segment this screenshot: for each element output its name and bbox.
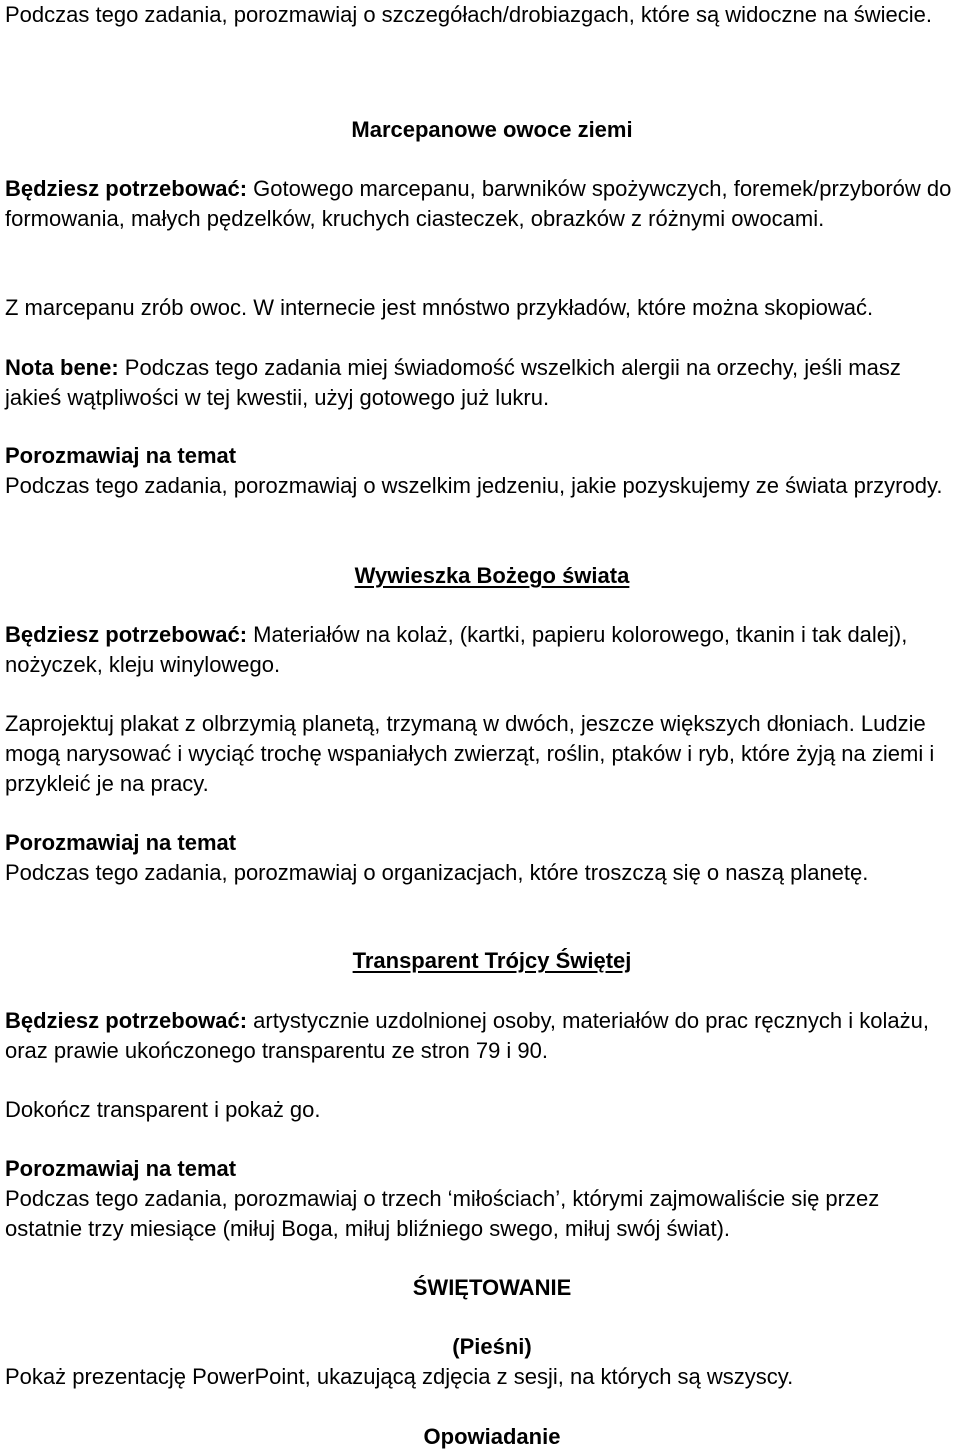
needs-text: artystycznie uzdolnionej osoby, materiałów do prac ręcznych i kolażu, oraz prawie ukończonego transparentu ze stron 79 i 90. [5,1008,929,1063]
story-title: Opowiadanie [423,1424,561,1449]
section-title-poster: Wywieszka Bożego świata [354,563,630,588]
discuss-label-banner: Porozmawiaj na temat [5,1156,237,1181]
needs-paragraph-poster [5,620,960,680]
nota-bene-paragraph [5,353,960,413]
intro-paragraph: Podczas tego zadania, porozmawiaj o szczegółach/drobiazgach, które są widoczne na świecie. [5,2,932,27]
nota-bene-text: Podczas tego zadania miej świadomość wszelkich alergii na orzechy, jeśli masz jakieś wątpliwości w tej kwestii, użyj gotowego już lukru. [5,355,901,410]
songs-text: Pokaż prezentację PowerPoint, ukazującą zdjęcia z sesji, na których są wszyscy. [5,1364,794,1389]
celebration-title: ŚWIĘTOWANIE [412,1275,572,1300]
discuss-label-poster: Porozmawiaj na temat [5,830,237,855]
songs-title: (Pieśni) [452,1334,532,1359]
instruction-paragraph-poster: Zaprojektuj plakat z olbrzymią planetą, trzymaną w dwóch, jeszcze większych dłoniach. Ludzie mogą narysować i wyciąć trochę wspaniałych zwierząt, roślin, ptaków i ryb, które żyją na ziemi i przykleić je na pracy. [5,711,935,796]
section-title-banner: Transparent Trójcy Świętej [352,948,632,973]
needs-label: Będziesz potrzebować: [5,176,248,201]
needs-label: Będziesz potrzebować: [5,622,248,647]
instruction-paragraph-banner: Dokończ transparent i pokaż go. [5,1097,321,1122]
needs-paragraph-banner [5,1006,960,1066]
needs-paragraph-marzipan [5,174,960,234]
discuss-label-marzipan: Porozmawiaj na temat [5,443,237,468]
discuss-text-banner: Podczas tego zadania, porozmawiaj o trzech ‘miłościach’, którymi zajmowaliście się przez ostatnie trzy miesiące (miłuj Boga, miłuj bliźniego swego, miłuj swój świat). [5,1186,880,1241]
needs-label: Będziesz potrzebować: [5,1008,248,1033]
instruction-paragraph-marzipan: Z marcepanu zrób owoc. W internecie jest mnóstwo przykładów, które można skopiować. [5,295,874,320]
needs-text: Materiałów na kolaż, (kartki, papieru kolorowego, tkanin i tak dalej), nożyczek, kleju winylowego. [5,622,908,677]
section-title-marzipan: Marcepanowe owoce ziemi [351,117,633,142]
discuss-text-marzipan: Podczas tego zadania, porozmawiaj o wszelkim jedzeniu, jakie pozyskujemy ze świata przyrody. [5,473,943,498]
nota-bene-label: Nota bene: [5,355,119,380]
discuss-text-poster: Podczas tego zadania, porozmawiaj o organizacjach, które troszczą się o naszą planetę. [5,860,869,885]
needs-text: Gotowego marcepanu, barwników spożywczych, foremek/przyborów do formowania, małych pędzelków, kruchych ciasteczek, obrazków z różnymi owocami. [5,176,952,231]
